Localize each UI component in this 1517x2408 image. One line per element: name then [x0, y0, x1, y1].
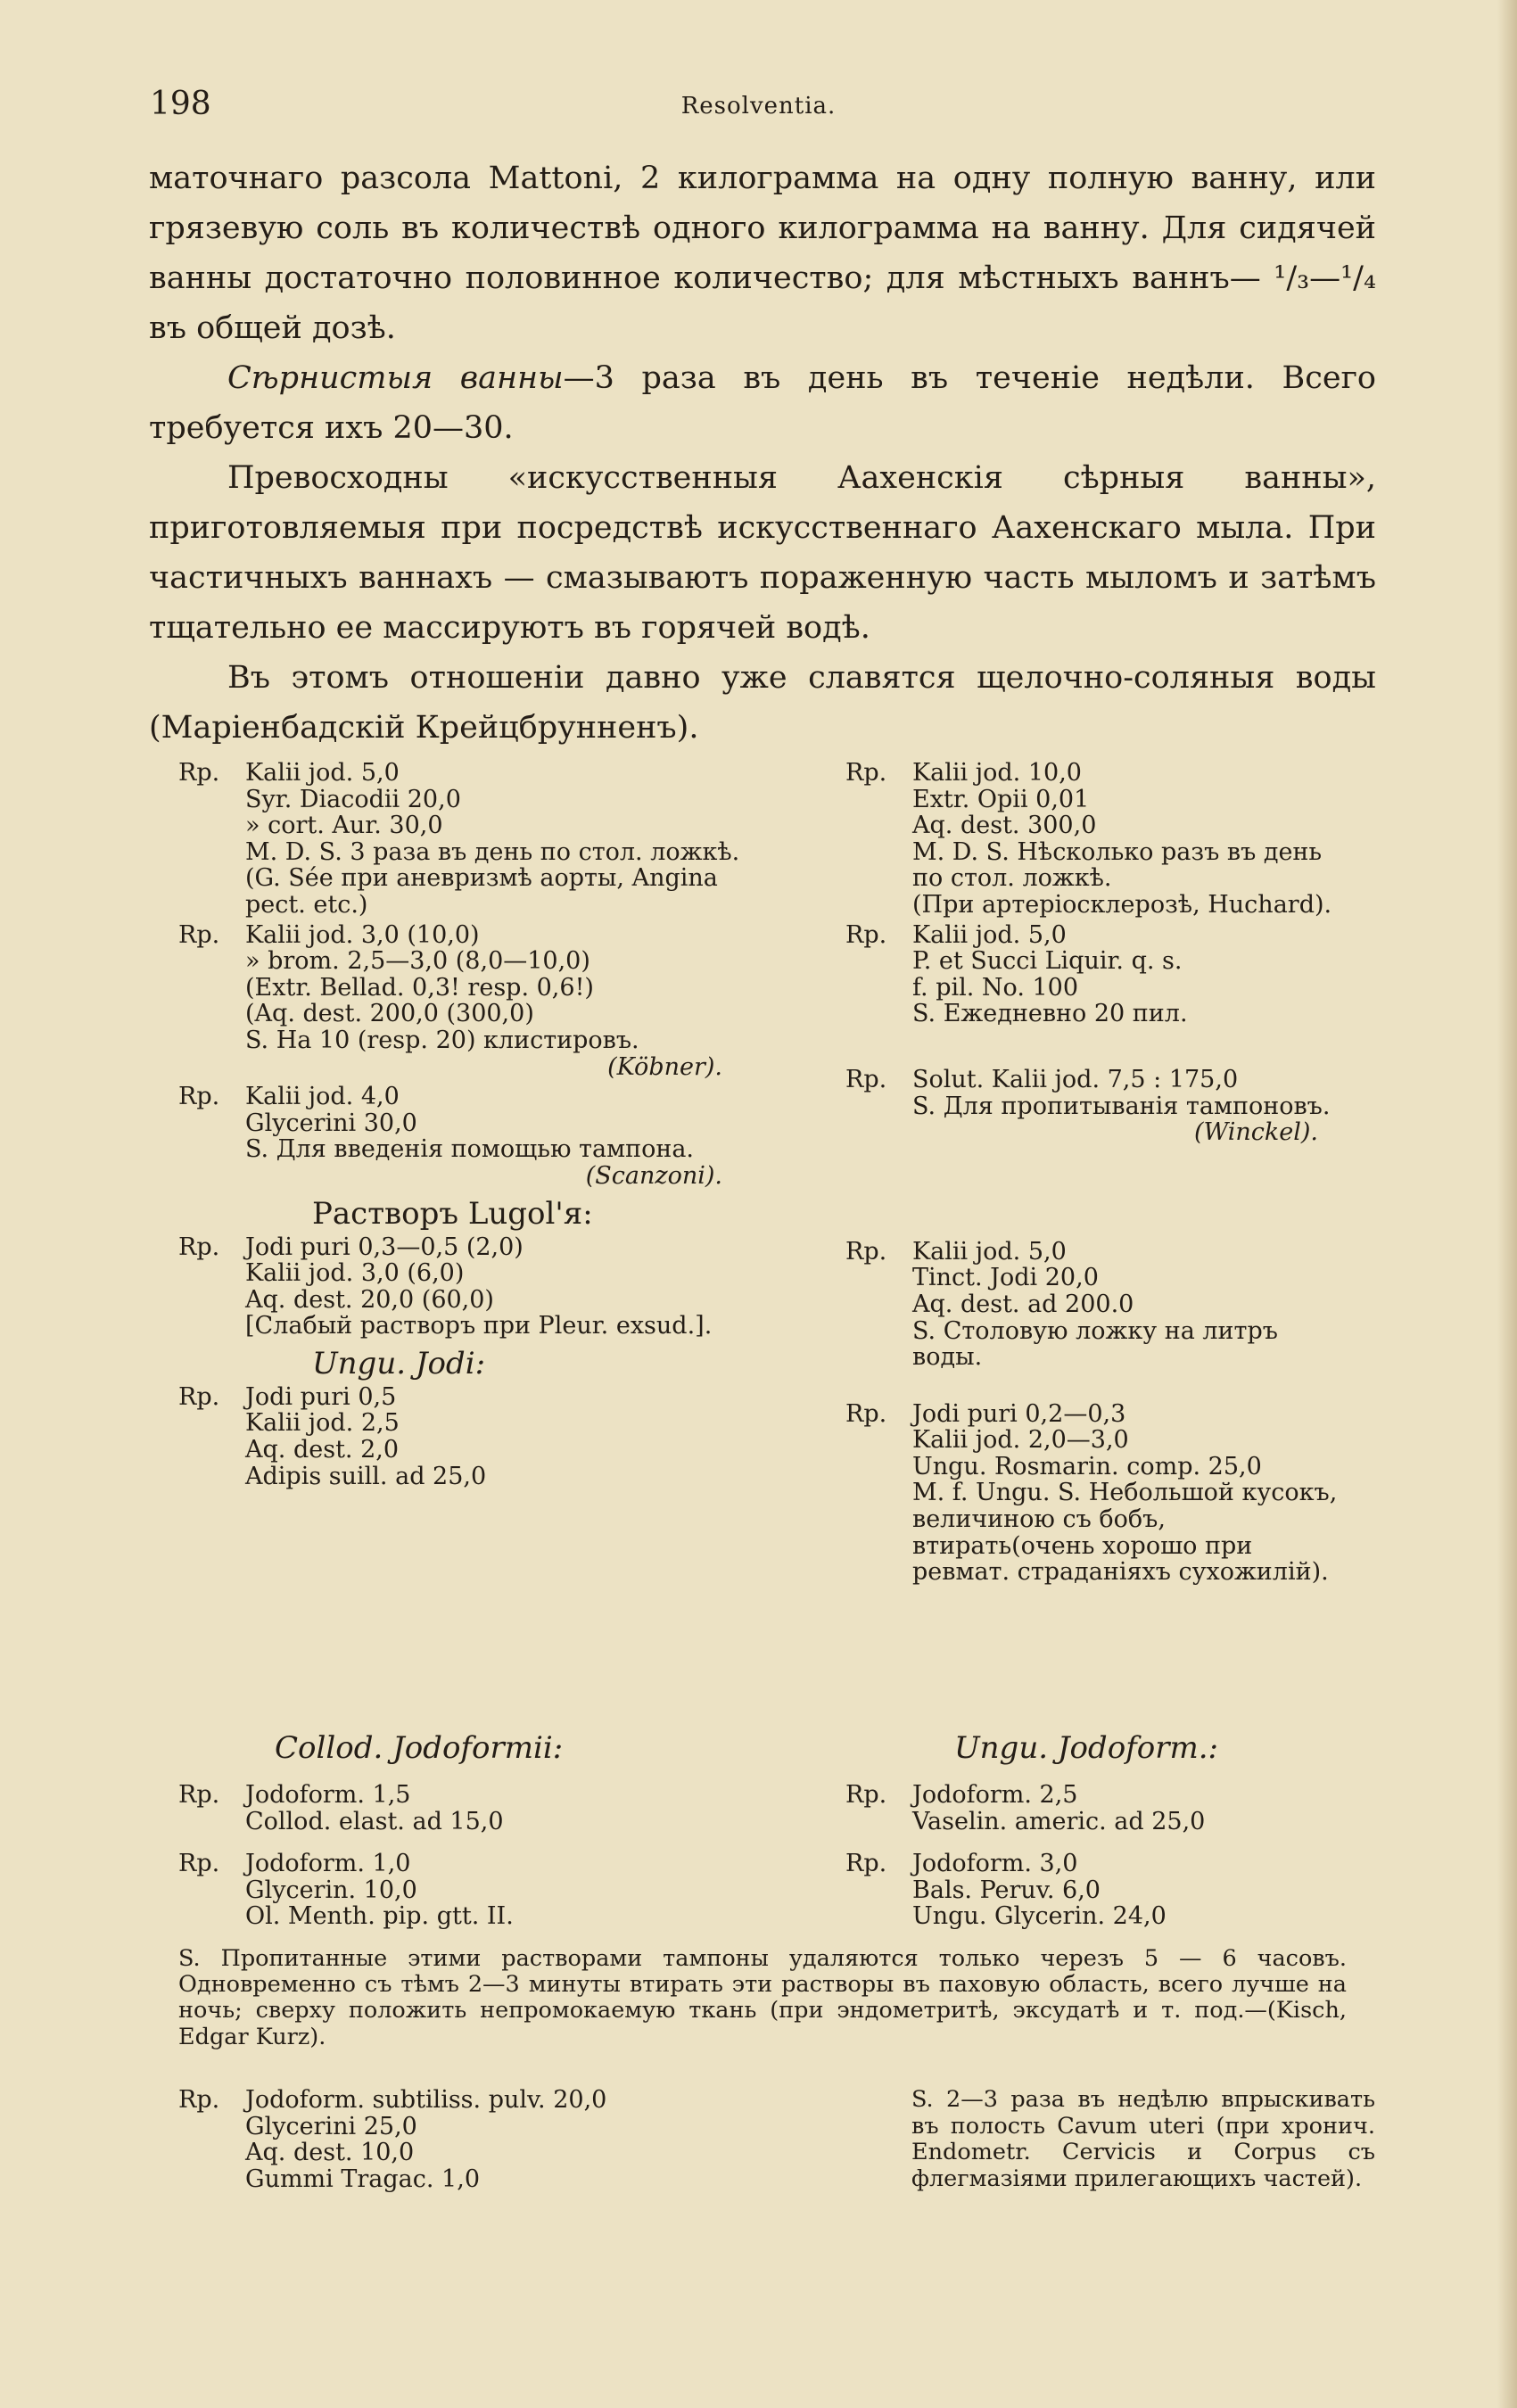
collod-jodoformii-heading: Collod. Jodoformii: [275, 1730, 564, 1766]
rp-label: Rp. [845, 1237, 887, 1266]
prescription [845, 1851, 1345, 1930]
body-text [149, 153, 1376, 753]
sulfur-baths-text: —3 раза въ день въ теченіе недѣли. Всего требуется ихъ 20—30. [149, 360, 1376, 446]
paragraph-1: маточнаго разсола Mattoni, 2 килограмма на одну полную ванну, или грязевую соль въ количествѣ одного килограмма на ванну. Для сидячей ванны достаточно половинное количество; для мѣстныхъ ваннъ— ¹/₃—¹/₄ въ общей дозѣ. [149, 161, 1376, 346]
rx-line: Kalii jod. 10,0 [912, 759, 1082, 787]
prescription [178, 1851, 749, 1930]
rx-line: Jodoform. 3,0 [912, 1850, 1078, 1878]
prescription [845, 1782, 1345, 1835]
prescription [845, 1401, 1345, 1586]
spacer [845, 1031, 1345, 1067]
rp-label: Rp. [845, 1781, 887, 1809]
rx-source: (Köbner). [607, 1052, 722, 1081]
rp-label: Rp. [178, 759, 220, 787]
rp-label: Rp. [178, 920, 220, 949]
rx-line: Aq. dest. ad 200.0 [912, 1290, 1134, 1318]
prescription [178, 1782, 749, 1835]
rx-line: Glycerini 30,0 [245, 1109, 417, 1137]
final-signature-text: S. 2—3 раза въ недѣлю впрыскивать въ полость Cavum uteri (при хронич. Endometr. Cervicis и Corpus съ флегмазіями прилегающихъ частей). [911, 2086, 1375, 2192]
rx-line: S. Столовую ложку на литръ воды. [912, 1316, 1278, 1372]
rx-line: S. Для пропитыванія тампоновъ. [912, 1092, 1331, 1120]
rx-line: S. На 10 (resp. 20) клистировъ. [245, 1026, 639, 1054]
rx-line: Syr. Diacodii 20,0 [245, 785, 461, 813]
rx-line: Kalii jod. 5,0 [912, 1237, 1067, 1266]
prescription [845, 760, 1345, 919]
rx-line: » cort. Aur. 30,0 [245, 812, 443, 840]
rp-label: Rp. [178, 1382, 220, 1411]
rx-line: Glycerini 25,0 [245, 2112, 417, 2140]
signature-note [178, 1946, 1347, 2050]
rx-source: (Winckel). [1193, 1118, 1318, 1147]
rx-line: Jodi puri 0,5 [245, 1382, 397, 1411]
prescription [178, 2087, 749, 2192]
rx-line: P. et Succi Liquir. q. s. [912, 947, 1183, 976]
rx-line: Ol. Menth. pip. gtt. II. [245, 1902, 514, 1931]
rp-label: Rp. [845, 1399, 887, 1428]
right-prescriptions [845, 760, 1345, 1589]
rx-line: Jodoform. 2,5 [912, 1781, 1078, 1809]
rx-line: Aq. dest. 10,0 [245, 2139, 415, 2167]
rx-line: Bals. Peruv. 6,0 [912, 1876, 1101, 1904]
spacer [845, 1374, 1345, 1401]
rx-line: Jodi puri 0,2—0,3 [912, 1399, 1126, 1428]
collod-left [178, 1782, 749, 1934]
final-prescription [178, 2087, 749, 2196]
rp-label: Rp. [845, 759, 887, 787]
paragraph-2 [149, 353, 1376, 453]
left-prescriptions [178, 760, 749, 1493]
rp-label: Rp. [178, 1083, 220, 1111]
rp-label: Rp. [845, 1065, 887, 1093]
rx-line: Kalii jod. 4,0 [245, 1083, 400, 1111]
rx-line: Jodoform. 1,0 [245, 1850, 411, 1878]
paragraph-4: Въ этомъ отношеніи давно уже славятся щелочно-соляныя воды (Маріенбадскій Крейцбрунненъ). [149, 660, 1376, 746]
page-header [0, 82, 1517, 136]
final-signature [911, 2087, 1375, 2192]
prescription [845, 1239, 1345, 1371]
note-text: S. Пропитанные этими растворами тампоны удаляются только черезъ 5 — 6 часовъ. Одновременно съ тѣмъ 2—3 минуты втирать эти растворы въ паховую область, всего лучше на ночь; сверху положить непромокаемую ткань (при эндометритѣ, эксудатѣ и т. под.—(Kisch, Edgar Kurz). [178, 1945, 1347, 2050]
prescription [178, 1084, 749, 1189]
rx-line: Jodi puri 0,3—0,5 (2,0) [245, 1233, 524, 1261]
ungu-jodoform-heading: Ungu. Jodoform.: [954, 1730, 1218, 1766]
prescription [845, 1067, 1345, 1146]
rp-label: Rp. [845, 920, 887, 949]
rx-line: (Extr. Bellad. 0,3! resp. 0,6!) [245, 973, 594, 1002]
rx-line: Solut. Kalii jod. 7,5 : 175,0 [912, 1065, 1239, 1093]
rx-line: [Слабый растворъ при Pleur. exsud.]. [245, 1312, 713, 1340]
rx-line: Ungu. Rosmarin. comp. 25,0 [912, 1452, 1262, 1480]
rx-line: Kalii jod. 5,0 [245, 759, 400, 787]
rx-line: f. pil. No. 100 [912, 973, 1079, 1002]
rx-line: Extr. Opii 0,01 [912, 785, 1090, 813]
prescription [178, 1384, 749, 1489]
rx-line: Ungu. Glycerin. 24,0 [912, 1902, 1167, 1931]
spacer [845, 1150, 1345, 1239]
rx-source: (Scanzoni). [585, 1161, 722, 1190]
paragraph-3: Превосходны «искусственныя Аахенскія сѣрныя ванны», приготовляемыя при посредствѣ искусственнаго Аахенскаго мыла. При частичныхъ ваннахъ — смазываютъ пораженную часть мыломъ и затѣмъ тщательно ее массируютъ въ горячей водѣ. [149, 460, 1376, 646]
rx-line: Kalii jod. 3,0 (10,0) [245, 920, 480, 949]
lugol-heading: Растворъ Lugol'я: [312, 1195, 593, 1232]
rp-label: Rp. [845, 1850, 887, 1878]
rx-line: S. Ежедневно 20 пил. [912, 1000, 1188, 1028]
spacer [845, 1838, 1345, 1851]
page-edge-shadow [1497, 0, 1517, 2408]
rx-line: Gummi Tragac. 1,0 [245, 2165, 480, 2193]
rx-line: Jodoform. 1,5 [245, 1781, 411, 1809]
rx-line: Vaselin. americ. ad 25,0 [912, 1807, 1206, 1835]
running-head: Resolventia. [680, 93, 837, 120]
rx-source: (При артеріосклерозѣ, Huchard). [912, 890, 1332, 919]
prescription [178, 922, 749, 1081]
rx-line: » brom. 2,5—3,0 (8,0—10,0) [245, 947, 590, 976]
rx-line: Aq. dest. 2,0 [245, 1436, 400, 1464]
rp-label: Rp. [178, 2086, 220, 2114]
ungu-right [845, 1782, 1345, 1934]
rx-line: Kalii jod. 2,0—3,0 [912, 1426, 1129, 1455]
rp-label: Rp. [178, 1781, 220, 1809]
rx-line: Tinct. Jodi 20,0 [912, 1264, 1099, 1292]
prescription [845, 922, 1345, 1027]
spacer [178, 1838, 749, 1851]
rx-line: Kalii jod. 2,5 [245, 1409, 400, 1438]
prescription [178, 760, 749, 919]
rp-label: Rp. [178, 1850, 220, 1878]
rx-line: Collod. elast. ad 15,0 [245, 1807, 504, 1835]
rx-line: M. f. Ungu. S. Небольшой кусокъ, величиною съ бобъ, втирать(очень хорошо при ревмат. страданіяхъ сухожилій). [912, 1479, 1338, 1587]
rx-line: M. D. S. Нѣсколько разъ въ день по стол. ложкѣ. [912, 837, 1323, 893]
rx-line: Aq. dest. 20,0 (60,0) [245, 1285, 494, 1314]
prescription [178, 1234, 749, 1340]
rx-line: M. D. S. 3 раза въ день по стол. ложкѣ. [245, 837, 740, 866]
page-number: 198 [150, 86, 211, 122]
ungu-jodi-heading: Ungu. Jodi: [312, 1345, 486, 1381]
rp-label: Rp. [178, 1233, 220, 1261]
rx-line: Kalii jod. 5,0 [912, 920, 1067, 949]
rx-line: Kalii jod. 3,0 (6,0) [245, 1259, 465, 1288]
rx-source: (G. Sée при аневризмѣ аорты, Angina pect. etc.) [245, 864, 718, 919]
rx-line: Aq. dest. 300,0 [912, 812, 1097, 840]
sulfur-baths-term: Сѣрнистыя ванны [227, 360, 564, 396]
rx-line: Jodoform. subtiliss. pulv. 20,0 [245, 2086, 607, 2114]
rx-line: Glycerin. 10,0 [245, 1876, 417, 1904]
rx-line: Adipis suill. ad 25,0 [245, 1462, 487, 1490]
rx-line: S. Для введенія помощью тампона. [245, 1135, 695, 1164]
rx-line: (Aq. dest. 200,0 (300,0) [245, 1000, 534, 1028]
